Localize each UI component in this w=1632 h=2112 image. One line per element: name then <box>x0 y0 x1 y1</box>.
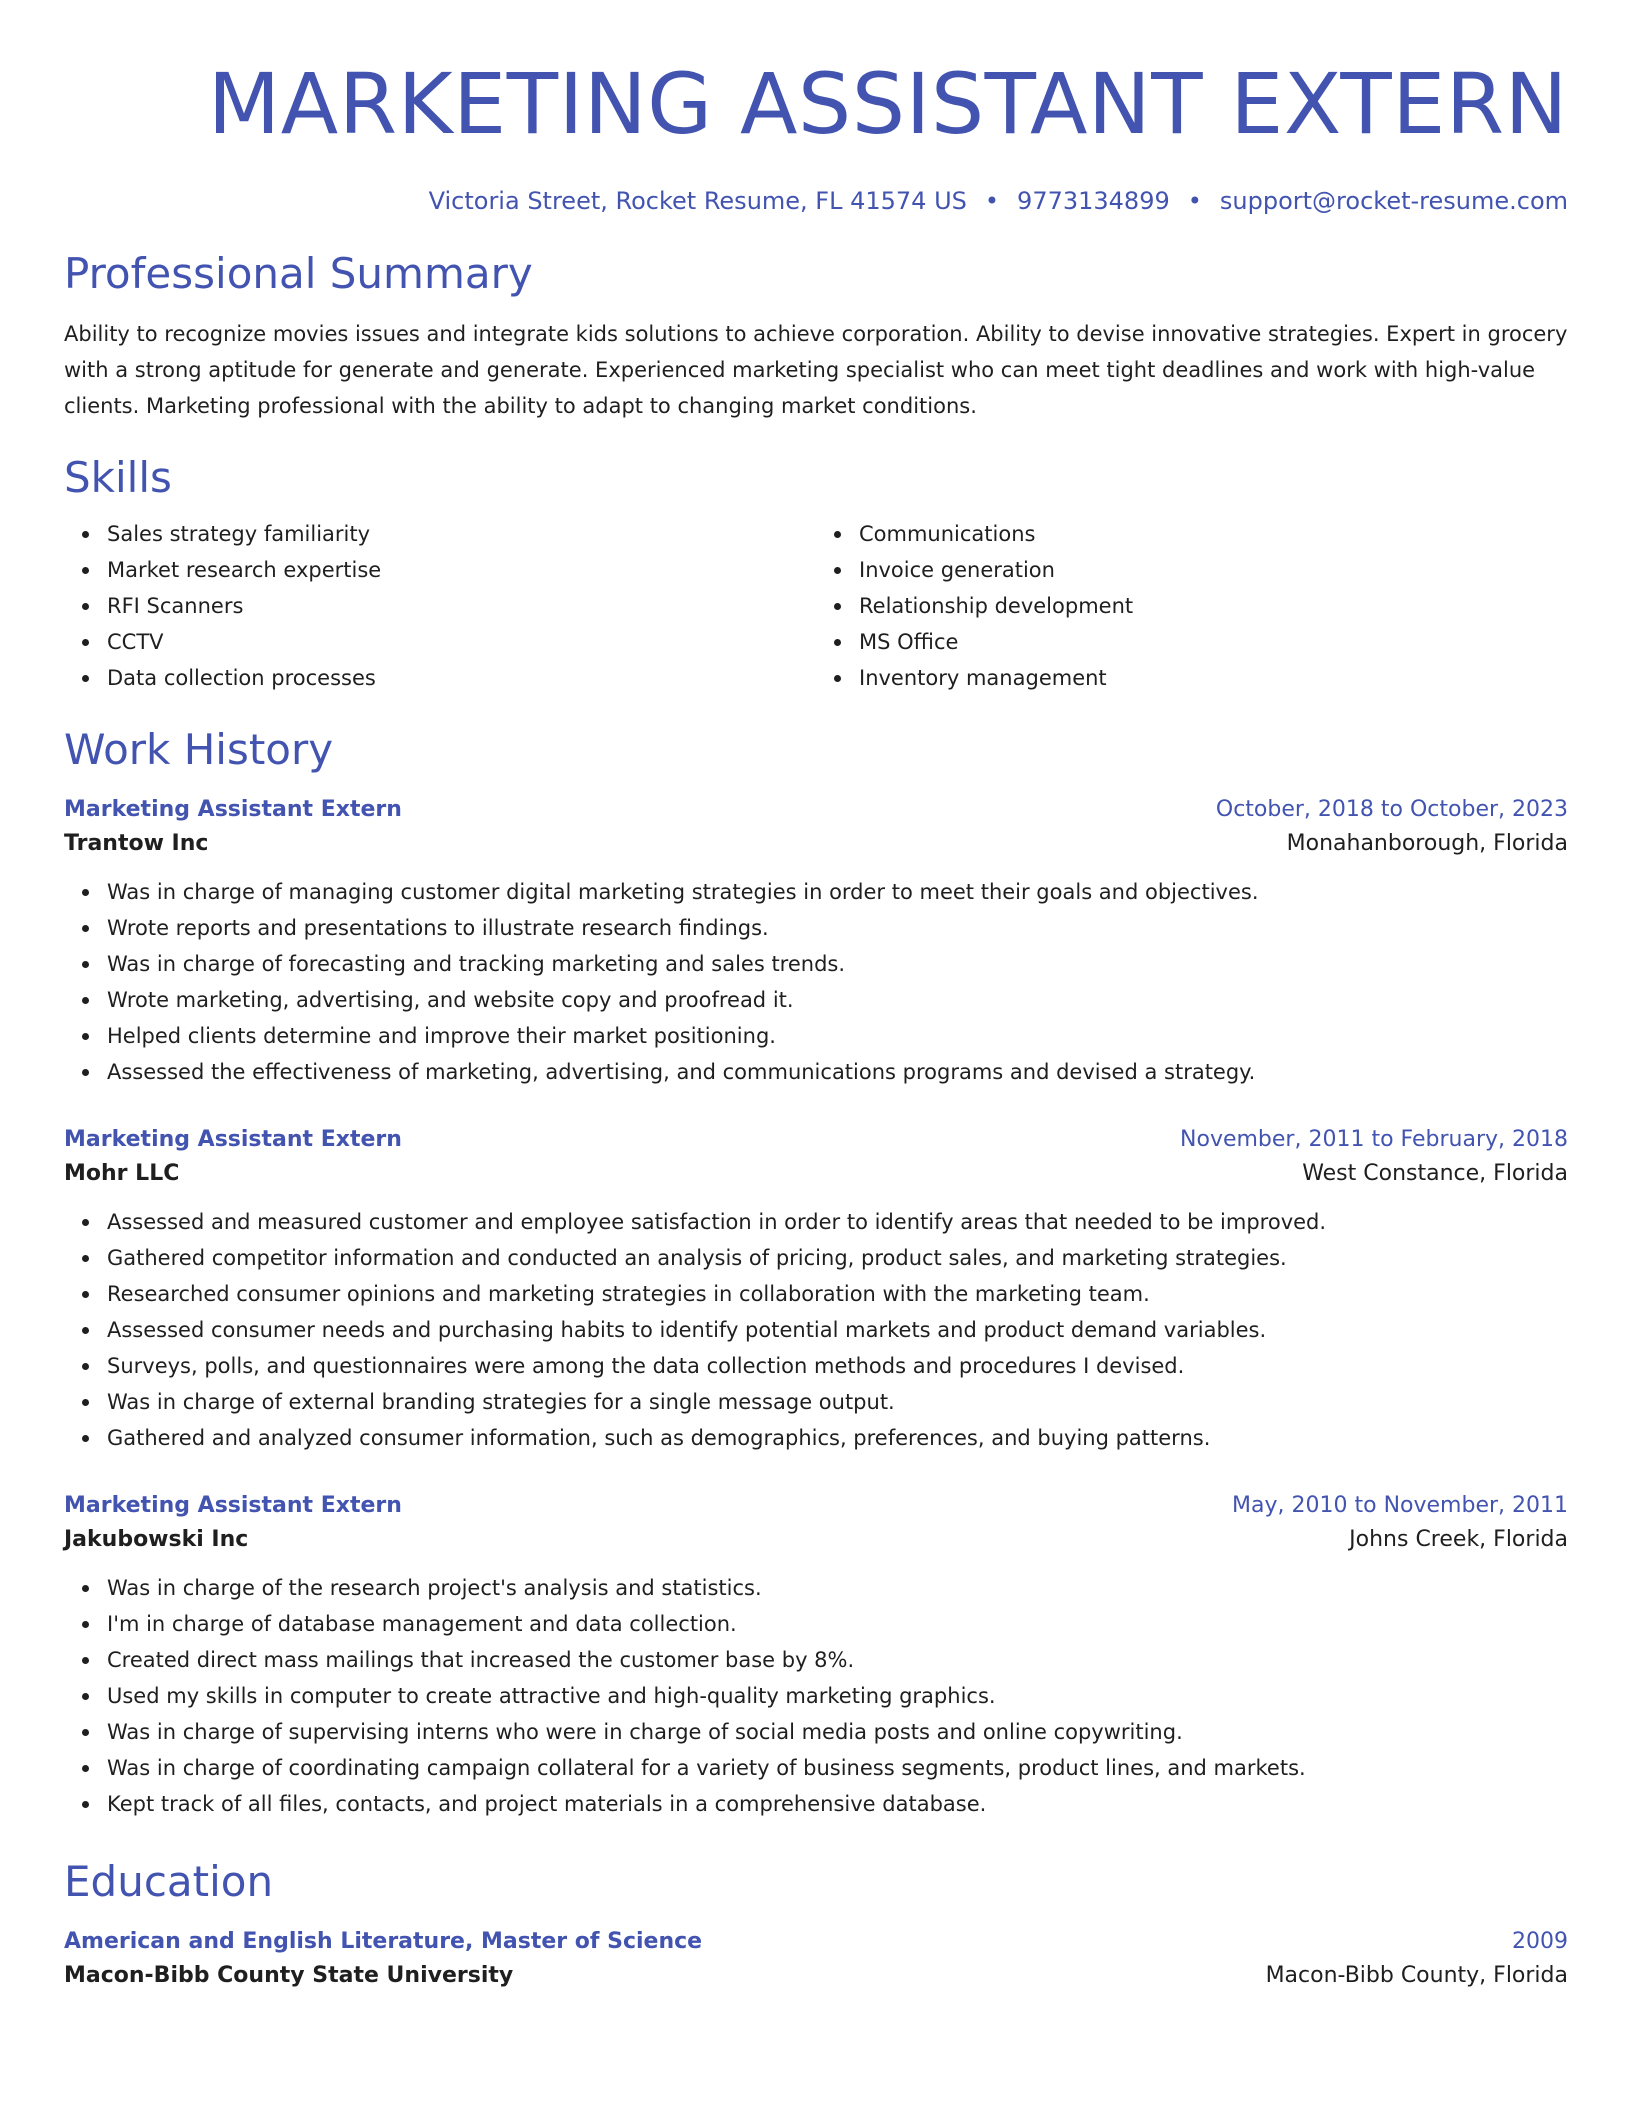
job-header-row <box>64 1124 1568 1156</box>
job-bullet: Gathered competitor information and conducted an analysis of pricing, product sales, and marketing strategies. <box>107 1240 1568 1276</box>
skill-item: CCTV <box>107 624 816 660</box>
candidate-name: MARKETING ASSISTANT EXTERN <box>207 55 1568 153</box>
job-location: Monahanborough, Florida <box>1286 831 1568 856</box>
job-bullet: Gathered and analyzed consumer information, such as demographics, preferences, and buying patterns. <box>107 1420 1568 1456</box>
work-history-section <box>64 724 1568 1822</box>
job-bullet: Kept track of all files, contacts, and project materials in a comprehensive database. <box>107 1786 1568 1822</box>
skill-item: Invoice generation <box>859 552 1568 588</box>
degree-title: American and English Literature, Master of Science <box>64 1929 703 1954</box>
skill-item: MS Office <box>859 624 1568 660</box>
job-header-row <box>64 1490 1568 1522</box>
summary-text: Ability to recognize movies issues and integrate kids solutions to achieve corporation. Ability to devise innovative strategies. Expert in grocery with a strong aptitude for generate and generate. Experienced marketing specialist who can meet tight deadlines and work with high-value clients. Marketing professional with the ability to adapt to changing market conditions. <box>64 322 1568 418</box>
job-title: Marketing Assistant Extern <box>64 1127 402 1152</box>
job-bullet: Was in charge of forecasting and tracking marketing and sales trends. <box>107 946 1568 982</box>
school-name: Macon-Bibb County State University <box>64 1963 514 1988</box>
resume-header <box>64 56 1568 216</box>
separator-dot: • <box>984 187 1000 215</box>
job-dates: October, 2018 to October, 2023 <box>1215 797 1568 822</box>
job-bullet: Was in charge of supervising interns who were in charge of social media posts and online copywriting. <box>107 1714 1568 1750</box>
education-header-row <box>64 1926 1568 1958</box>
skill-item: RFI Scanners <box>107 588 816 624</box>
job-bullet: Helped clients determine and improve their market positioning. <box>107 1018 1568 1054</box>
job-bullet: Was in charge of managing customer digital marketing strategies in order to meet their goals and objectives. <box>107 874 1568 910</box>
section-title-work-history: Work History <box>64 725 334 774</box>
job-bullets <box>64 874 1568 1090</box>
education-section <box>64 1856 1568 1994</box>
job-company-row <box>64 1156 1568 1192</box>
job-company-row <box>64 826 1568 862</box>
job-bullet: Used my skills in computer to create attractive and high-quality marketing graphics. <box>107 1678 1568 1714</box>
job-location: West Constance, Florida <box>1302 1161 1568 1186</box>
job-entry <box>64 794 1568 1090</box>
skills-grid <box>64 516 1568 696</box>
skill-item: Market research expertise <box>107 552 816 588</box>
education-school-row <box>64 1958 1568 1994</box>
job-title: Marketing Assistant Extern <box>64 1493 402 1518</box>
job-bullet: Wrote reports and presentations to illustrate research findings. <box>107 910 1568 946</box>
section-title-skills: Skills <box>64 453 172 502</box>
company-name: Jakubowski Inc <box>64 1527 249 1552</box>
job-bullet: Assessed and measured customer and employee satisfaction in order to identify areas that needed to be improved. <box>107 1204 1568 1240</box>
skills-list-right <box>816 516 1568 696</box>
job-bullet: Assessed the effectiveness of marketing, advertising, and communications programs and devised a strategy. <box>107 1054 1568 1090</box>
address-text: Victoria Street, Rocket Resume, FL 41574 US <box>428 187 967 215</box>
skill-item: Communications <box>859 516 1568 552</box>
section-title-education: Education <box>64 1857 274 1906</box>
job-dates: November, 2011 to February, 2018 <box>1180 1127 1568 1152</box>
job-bullet: Was in charge of the research project's analysis and statistics. <box>107 1570 1568 1606</box>
job-bullet: Created direct mass mailings that increased the customer base by 8%. <box>107 1642 1568 1678</box>
skill-item: Data collection processes <box>107 660 816 696</box>
company-name: Mohr LLC <box>64 1161 180 1186</box>
job-bullet: Was in charge of external branding strategies for a single message output. <box>107 1384 1568 1420</box>
job-entry <box>64 1490 1568 1822</box>
job-bullet: Assessed consumer needs and purchasing habits to identify potential markets and product demand variables. <box>107 1312 1568 1348</box>
skill-item: Relationship development <box>859 588 1568 624</box>
job-bullet: Researched consumer opinions and marketing strategies in collaboration with the marketing team. <box>107 1276 1568 1312</box>
skills-list-left <box>64 516 816 696</box>
school-location: Macon-Bibb County, Florida <box>1265 1963 1568 1988</box>
skill-item: Inventory management <box>859 660 1568 696</box>
job-dates: May, 2010 to November, 2011 <box>1232 1493 1568 1518</box>
job-bullet: Surveys, polls, and questionnaires were among the data collection methods and procedures I devised. <box>107 1348 1568 1384</box>
section-title-summary: Professional Summary <box>64 249 533 298</box>
job-bullets <box>64 1570 1568 1822</box>
company-name: Trantow Inc <box>64 831 209 856</box>
job-bullets <box>64 1204 1568 1456</box>
graduation-year: 2009 <box>1512 1929 1568 1954</box>
contact-line <box>64 186 1568 216</box>
email-link[interactable]: support@rocket-resume.com <box>1219 187 1568 215</box>
separator-dot: • <box>1187 187 1202 215</box>
skill-item: Sales strategy familiarity <box>107 516 816 552</box>
skills-section <box>64 452 1568 696</box>
job-bullet: Wrote marketing, advertising, and website copy and proofread it. <box>107 982 1568 1018</box>
job-entry <box>64 1124 1568 1456</box>
job-bullet: I'm in charge of database management and data collection. <box>107 1606 1568 1642</box>
job-location: Johns Creek, Florida <box>1349 1527 1568 1552</box>
professional-summary-section <box>64 248 1568 424</box>
education-entry <box>64 1926 1568 1994</box>
phone-text: 9773134899 <box>1017 187 1170 215</box>
job-bullet: Was in charge of coordinating campaign collateral for a variety of business segments, product lines, and markets. <box>107 1750 1568 1786</box>
job-header-row <box>64 794 1568 826</box>
job-title: Marketing Assistant Extern <box>64 797 402 822</box>
job-company-row <box>64 1522 1568 1558</box>
